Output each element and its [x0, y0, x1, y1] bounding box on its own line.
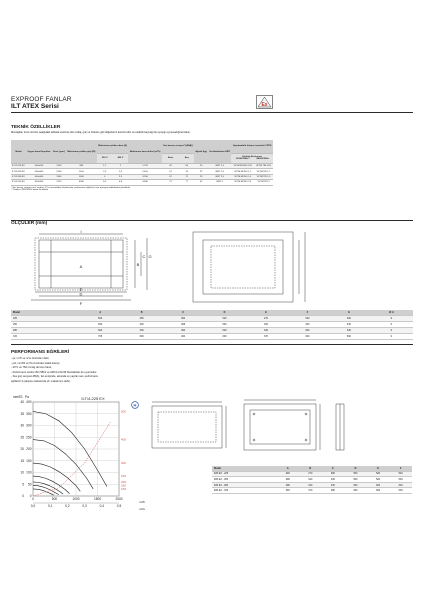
dim-cell: 250	[11, 322, 79, 328]
y-tick-pa: 250	[26, 435, 32, 440]
system-curve	[33, 422, 110, 496]
x-tick-m3h: 0	[32, 497, 34, 501]
curve-label: 400	[121, 437, 127, 442]
spec-sub-voltages	[232, 158, 272, 160]
dim-cell: 390	[328, 334, 369, 340]
spec-cell: 1,9	[113, 169, 129, 174]
dim-rule	[11, 220, 413, 221]
table-row	[11, 334, 413, 340]
spec-cell: 3300	[66, 180, 97, 185]
page-header-title: EXPROOF FANLAR	[11, 96, 72, 103]
accessory-drawing	[150, 398, 410, 456]
acc-cell: 280	[322, 471, 345, 477]
spec-cell: 29	[194, 174, 208, 179]
spec-heading: TEKNİK ÖZELLİKLER	[11, 125, 61, 130]
spec-note-2: ** Sadece 230V/400V motor ile birlikte	[11, 188, 49, 191]
x-tick-m3h: 2000	[115, 497, 123, 501]
acc-cell: 320	[299, 482, 322, 488]
spec-sub-suction: Emiş	[162, 153, 180, 163]
spec-cell: 1,7	[97, 164, 113, 169]
spec-th-rpm: Devir (rpm)	[52, 140, 66, 164]
spec-cell: ILT/4-280 EX	[12, 175, 25, 178]
dim-cell: 250	[121, 316, 162, 322]
table-row	[212, 488, 412, 494]
spec-note-1: * Ses basınç seviyesi açık serbest 1,5 m mesafeden ölçülmüştür, performans eğrilerini, fanı pozisyon tablolardan görülebilir.	[11, 186, 131, 189]
acc-cell: 600	[344, 482, 367, 488]
spec-cell: RMT 1,5	[208, 164, 231, 169]
spec-cell: 500x250	[26, 164, 52, 169]
curve-label: 180	[121, 483, 127, 488]
chart-ylabel-pa: Pa	[25, 395, 29, 399]
list-item: - qv, m³/h ve m³/s cinsinden debi;	[11, 357, 50, 360]
curve-label: 500	[121, 409, 127, 414]
spec-cell: 2.610	[128, 169, 162, 174]
spec-cell: ILT/4-225 EX	[12, 165, 25, 168]
header-rule	[11, 112, 413, 113]
spec-cell: VFTM TRI 1,5	[254, 174, 273, 179]
dim-cell: 315	[11, 334, 79, 340]
dim-th: E	[245, 310, 286, 316]
y-tick-pa: 400	[26, 400, 32, 404]
x-tick-m3s: 0,2	[65, 504, 70, 508]
y-tick-pa: 200	[26, 447, 32, 451]
spec-cell: VFTM MONO 1,1	[231, 169, 254, 174]
dim-label-g: G	[148, 254, 152, 259]
page-header-series: ILT ATEX Serisi	[11, 103, 59, 110]
y-tick-pa: 50	[27, 482, 32, 487]
spec-cell: 77	[179, 180, 194, 185]
spec-cell: 42	[194, 180, 208, 185]
spec-intro: Montajdan önce ürünün aşağıdaki tabloda verilmiş olan voltaj, güç ve frekans gibi değerlerini kontrol edin ve elektrik kaynağı ile uyuşup uyuşmadığına bakın.	[11, 131, 191, 134]
acc-cell: 520	[367, 477, 390, 483]
spec-cell: VFTM TRI 0,55	[254, 164, 273, 169]
acc-cell: 248	[276, 471, 299, 477]
spec-sub-electric-label: Elektrik Beslemesi	[242, 156, 262, 159]
performance-chart	[11, 392, 151, 514]
dim-cell: 400	[162, 334, 203, 340]
acc-cell: 330	[322, 477, 345, 483]
spec-table	[11, 140, 273, 186]
acc-cell: 620	[367, 482, 390, 488]
spec-cell: RMT 5	[208, 180, 231, 185]
x-tick-m3h: 1000	[72, 497, 80, 501]
dim-cell: 390	[162, 328, 203, 334]
y-tick-pa: 150	[26, 458, 32, 463]
spec-cell: 1	[113, 164, 129, 169]
spec-cell: 67	[162, 169, 180, 174]
brand-circle-icon	[131, 396, 139, 408]
dim-cell: 620	[204, 328, 245, 334]
spec-cell: VFTM MONO 2,2	[231, 180, 254, 185]
dim-cell: 600	[204, 334, 245, 340]
acc-th: D	[344, 466, 367, 471]
acc-cell: 348	[276, 488, 299, 494]
chart-title: ILT/4-225 EX	[81, 396, 105, 401]
atex-ex-logo-icon	[256, 95, 273, 109]
list-item: - psf, mmSS ve Pa cinsinden statik basınç;	[11, 361, 61, 365]
spec-cell: 66	[179, 164, 194, 169]
spec-cell: 72	[179, 174, 194, 179]
dim-cell: 520	[204, 316, 245, 322]
spec-th-current: Maksimum çekilen akım (A)	[97, 140, 129, 153]
acc-cell: 640	[389, 482, 412, 488]
spec-sub-electric	[231, 153, 273, 163]
dim-cell: 320	[245, 322, 286, 328]
spec-sub-discharge: Atış	[179, 153, 194, 163]
acc-cell: 600	[344, 488, 367, 494]
y-tick-mm: 25	[20, 435, 24, 440]
curve-label: 300	[121, 461, 127, 466]
x-tick-m3h: 500	[51, 497, 58, 501]
performance-curve	[33, 485, 59, 494]
acc-th: E	[367, 466, 390, 471]
performance-curve	[33, 476, 70, 494]
acc-cell: IMZ EX - 280	[212, 482, 276, 488]
dim-th: C	[162, 310, 203, 316]
spec-th-power: Maksimum çekilen güç (W)	[66, 140, 97, 164]
dim-table	[11, 310, 413, 340]
spec-table-wrap	[11, 140, 273, 191]
acc-th: F	[389, 466, 412, 471]
x-tick-m3h: 1500	[93, 497, 102, 501]
dim-th: D	[204, 310, 245, 316]
dim-cell: 540	[287, 316, 328, 322]
spec-th-model: Model	[11, 140, 26, 164]
chart-ylabel-mm: mmSS	[13, 395, 23, 399]
x-tick-m3s: 0,0	[30, 504, 36, 508]
spec-sub-mono: 1/230V/50Hz**	[235, 158, 250, 161]
spec-cell: 1.720	[128, 164, 162, 169]
spec-cell: 70	[179, 169, 194, 174]
acc-cell: 620	[367, 488, 390, 494]
x-tick-m3s: 0,5	[116, 504, 122, 508]
y-tick-mm: 5	[22, 482, 24, 487]
brand-letter: H	[133, 402, 137, 408]
spec-cell: 2,3	[113, 174, 129, 179]
dim-cell: 225	[11, 316, 79, 322]
spec-cell: RMT 2,5	[208, 174, 231, 179]
acc-cell: 380	[322, 488, 345, 494]
dim-th: G	[328, 310, 369, 316]
dim-cell: 500	[79, 322, 120, 328]
spec-th-rmt: Hız Anahtarları RMT	[208, 140, 231, 164]
dim-cell: 300	[121, 322, 162, 328]
acc-cell: IMZ EX - 250	[212, 477, 276, 483]
spec-th-sound: Ses basınç seviyesi* (dB(A))	[162, 140, 194, 153]
spec-cell: 2,3	[97, 169, 113, 174]
y-tick-pa: 300	[26, 423, 32, 428]
perf-heading: PERFORMANS EĞRİLERİ	[11, 350, 70, 355]
list-item: eğrilerini 3 çalışma noktasında (A: maksimum debi).	[11, 379, 71, 383]
y-tick-mm: 0	[22, 494, 24, 498]
chart-xlabel-m3s: m³/s	[139, 507, 145, 511]
y-tick-mm: 10	[20, 470, 24, 475]
spec-cell: 4.690	[128, 180, 162, 185]
spec-cell: ILT/4-315 EX	[12, 181, 25, 184]
dim-label-b: B	[136, 262, 140, 267]
dim-label-e: E	[79, 287, 83, 292]
dim-th: A	[79, 310, 120, 316]
acc-th: B	[299, 466, 322, 471]
dim-table-wrap	[11, 310, 413, 340]
dim-cell: 540	[287, 322, 328, 328]
spec-cell: 1100	[66, 169, 97, 174]
acc-cell: 298	[276, 477, 299, 483]
curve-label: 200	[121, 479, 127, 484]
dim-heading: ÖLÇÜLER (mm)	[11, 221, 48, 226]
dim-cell: 640	[287, 328, 328, 334]
spec-cell: 67	[162, 174, 180, 179]
dim-th: Ø H	[370, 310, 413, 316]
spec-cell: 22	[194, 169, 208, 174]
accessory-table-wrap	[212, 466, 412, 494]
x-tick-m3s: 0,3	[82, 504, 87, 508]
curve-label: 150	[121, 486, 127, 491]
dim-cell: 300	[121, 328, 162, 334]
spec-cell: 20	[194, 164, 208, 169]
dim-cell: 500	[79, 316, 120, 322]
spec-sub-230: 230 V	[97, 153, 113, 163]
spec-cell: 62	[162, 164, 180, 169]
dim-cell: 640	[287, 334, 328, 340]
dim-cell: 320	[245, 328, 286, 334]
y-tick-pa: 350	[26, 411, 32, 416]
dim-label-d: D	[79, 291, 83, 297]
acc-cell: 640	[389, 488, 412, 494]
spec-cell: 6,3	[97, 180, 113, 185]
acc-cell: 540	[389, 477, 412, 483]
chart-curves	[33, 409, 126, 496]
dim-label-f: F	[79, 301, 83, 306]
dim-cell: 9	[370, 316, 413, 322]
spec-sub-tri: 3/400V/50Hz	[256, 158, 269, 161]
spec-th-vftm: Ayarlanabilir frekans invertörü VFTM	[231, 140, 273, 153]
acc-cell: 330	[322, 482, 345, 488]
spec-cell: VFTM TRI 1,1	[254, 169, 273, 174]
y-tick-mm: 20	[20, 447, 24, 451]
perf-bullets	[11, 357, 171, 385]
spec-cell: RMT 2,5	[208, 169, 231, 174]
acc-cell: 520	[367, 471, 390, 477]
dim-cell: 9	[370, 334, 413, 340]
perf-rule	[11, 344, 413, 345]
spec-cell: VFTM MONO 1,5	[231, 174, 254, 179]
dim-cell: 600	[121, 334, 162, 340]
acc-cell: IMZ EX - 315	[212, 488, 276, 494]
dimension-drawing	[11, 228, 411, 308]
table-row	[11, 180, 273, 185]
y-tick-pa: 0	[29, 494, 32, 498]
acc-cell: 500	[344, 471, 367, 477]
list-item: - Ses güç seviyesi dB(A), fan emişinde, ekranda ve yayılan ses, performans	[11, 375, 98, 379]
acc-cell: 370	[299, 488, 322, 494]
acc-cell: IMZ EX - 225	[212, 471, 276, 477]
accessory-table	[212, 466, 412, 494]
y-tick-pa: 100	[26, 470, 32, 475]
dim-cell: 280	[11, 328, 79, 334]
spec-cell: 3.250	[128, 174, 162, 179]
spec-cell: 600x300	[26, 174, 52, 179]
spec-cell: VFTM MONO 0,55	[231, 164, 254, 169]
spec-cell: ILT/4-250 EX	[12, 170, 25, 173]
dim-cell: 300	[162, 316, 203, 322]
x-tick-m3s: 0,4	[99, 504, 105, 508]
y-tick-mm: 40	[20, 400, 24, 404]
dim-cell: 9	[370, 328, 413, 334]
spec-cell: VFTM TRI 3	[254, 180, 273, 185]
dim-cell: 600	[79, 328, 120, 334]
spec-cell: 600x350	[26, 180, 52, 185]
dim-cell: 705	[79, 334, 120, 340]
dim-cell: 340	[328, 328, 369, 334]
spec-cell: 1450	[66, 174, 97, 179]
acc-cell: 270	[299, 471, 322, 477]
acc-cell: 320	[299, 477, 322, 483]
spec-cell: 4,8	[113, 180, 129, 185]
dim-cell: 270	[245, 316, 286, 322]
dim-cell: 9	[370, 322, 413, 328]
svg-text:Ex: Ex	[261, 102, 268, 108]
acc-cell: 500	[344, 477, 367, 483]
y-tick-mm: 15	[20, 458, 24, 463]
acc-cell: 540	[389, 471, 412, 477]
list-item: - Performans verileri ISO 5801 ve AMCA 210-99 Standartları ile uyumludur.	[11, 370, 98, 374]
spec-cell: 1240	[52, 169, 66, 174]
dim-th: Model	[11, 310, 79, 316]
spec-cell: 72	[162, 180, 180, 185]
dim-label-i: I	[80, 229, 82, 234]
spec-th-airflow: Maksimum hava debisi (m³/h)	[128, 140, 162, 164]
list-item: - 20°C ve 760 mmHg de kuru hava;	[11, 366, 52, 370]
dim-cell: 298	[162, 322, 203, 328]
curve-label: 230	[121, 474, 127, 479]
spec-sub-400: 400 V	[113, 153, 129, 163]
spec-cell: 500x300	[26, 169, 52, 174]
dim-label-c: C	[142, 254, 146, 259]
spec-cell: 1370	[52, 180, 66, 185]
dim-cell: 340	[328, 322, 369, 328]
spec-cell: 4	[97, 174, 113, 179]
x-tick-m3s: 0,1	[47, 504, 53, 508]
dim-cell: 370	[245, 334, 286, 340]
dim-cell: 520	[204, 322, 245, 328]
dim-th: B	[121, 310, 162, 316]
acc-th: A	[276, 466, 299, 471]
y-tick-mm: 35	[20, 411, 24, 416]
spec-cell: 1200	[52, 164, 66, 169]
acc-th: C	[322, 466, 345, 471]
spec-th-duct: Uygun kanal boyutları	[26, 140, 52, 164]
y-tick-mm: 30	[20, 423, 24, 428]
dim-cell: 300	[328, 316, 369, 322]
chart-xlabel-m3h: m³/h	[139, 500, 145, 504]
acc-cell: 298	[276, 482, 299, 488]
spec-cell: 985	[66, 164, 97, 169]
dim-th: F	[287, 310, 328, 316]
dim-label-a: A	[79, 264, 83, 269]
spec-th-weight: Ağırlık (kg)	[194, 140, 208, 164]
spec-cell: 1300	[52, 174, 66, 179]
acc-th: Model	[212, 466, 276, 471]
